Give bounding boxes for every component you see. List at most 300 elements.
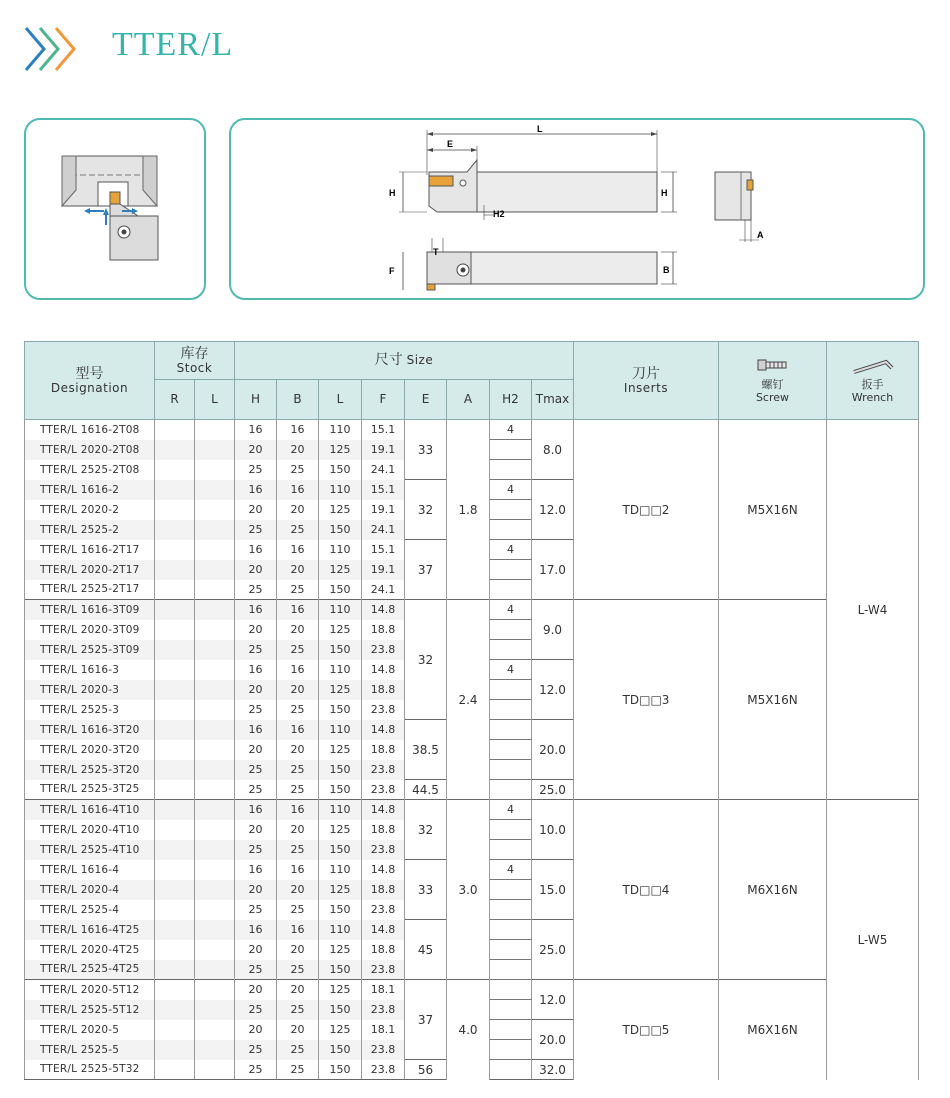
h2-cell: 4 [490, 480, 532, 500]
f-cell: 15.1 [362, 480, 405, 500]
h-cell: 20 [235, 500, 277, 520]
b-cell: 16 [277, 660, 319, 680]
dim-H2-label: H2 [493, 209, 505, 219]
b-cell: 16 [277, 420, 319, 440]
h2-cell [490, 560, 532, 580]
h2-cell [490, 960, 532, 980]
insert-cell: TD□□2 [574, 420, 719, 600]
f-cell: 23.8 [362, 840, 405, 860]
dim-B-label: B [663, 265, 670, 275]
h-cell: 20 [235, 740, 277, 760]
b-cell: 20 [277, 980, 319, 1000]
col-L-stock: L [195, 380, 235, 420]
h-cell: 16 [235, 920, 277, 940]
e-cell: 56 [405, 1060, 447, 1080]
stock-l-cell [195, 900, 235, 920]
screw-cell: M5X16N [719, 600, 827, 800]
l-cell: 150 [319, 840, 362, 860]
l-cell: 110 [319, 920, 362, 940]
l-cell: 150 [319, 760, 362, 780]
f-cell: 24.1 [362, 520, 405, 540]
stock-r-cell [155, 540, 195, 560]
l-cell: 125 [319, 680, 362, 700]
b-cell: 25 [277, 1040, 319, 1060]
f-cell: 18.1 [362, 1020, 405, 1040]
stock-r-cell [155, 520, 195, 540]
stock-r-cell [155, 680, 195, 700]
h-cell: 16 [235, 420, 277, 440]
col-L: L [319, 380, 362, 420]
h-cell: 20 [235, 680, 277, 700]
b-cell: 25 [277, 840, 319, 860]
f-cell: 23.8 [362, 960, 405, 980]
stock-r-cell [155, 960, 195, 980]
h2-cell: 4 [490, 660, 532, 680]
stock-l-cell [195, 940, 235, 960]
f-cell: 15.1 [362, 420, 405, 440]
application-diagram [26, 120, 204, 298]
spec-table [24, 341, 919, 1080]
designation-cell: TTER/L 2020-5 [25, 1020, 155, 1040]
l-cell: 150 [319, 780, 362, 800]
designation-cell: TTER/L 2525-5 [25, 1040, 155, 1060]
f-cell: 18.1 [362, 980, 405, 1000]
stock-r-cell [155, 700, 195, 720]
h-cell: 25 [235, 840, 277, 860]
col-B: B [277, 380, 319, 420]
stock-l-cell [195, 420, 235, 440]
stock-l-cell [195, 800, 235, 820]
h2-cell [490, 1020, 532, 1040]
h-cell: 25 [235, 1060, 277, 1080]
h-cell: 25 [235, 760, 277, 780]
a-cell: 4.0 [447, 980, 490, 1080]
tmax-cell: 15.0 [532, 860, 574, 920]
designation-cell: TTER/L 2525-3T09 [25, 640, 155, 660]
designation-cell: TTER/L 1616-4T10 [25, 800, 155, 820]
h2-cell [490, 640, 532, 660]
designation-cell: TTER/L 2525-5T12 [25, 1000, 155, 1020]
l-cell: 110 [319, 420, 362, 440]
tmax-cell: 17.0 [532, 540, 574, 600]
b-cell: 25 [277, 780, 319, 800]
b-cell: 16 [277, 720, 319, 740]
b-cell: 16 [277, 860, 319, 880]
h-cell: 20 [235, 940, 277, 960]
h-cell: 20 [235, 820, 277, 840]
designation-cell: TTER/L 2020-3T20 [25, 740, 155, 760]
designation-cell: TTER/L 1616-4 [25, 860, 155, 880]
b-cell: 16 [277, 540, 319, 560]
h-cell: 16 [235, 720, 277, 740]
l-cell: 125 [319, 980, 362, 1000]
stock-l-cell [195, 600, 235, 620]
b-cell: 16 [277, 480, 319, 500]
screw-cell: M6X16N [719, 980, 827, 1080]
h2-cell [490, 680, 532, 700]
chevron-logo-icon [22, 24, 84, 74]
l-cell: 110 [319, 800, 362, 820]
h2-cell [490, 1040, 532, 1060]
stock-r-cell [155, 500, 195, 520]
h2-cell [490, 500, 532, 520]
h2-cell [490, 580, 532, 600]
h-cell: 25 [235, 700, 277, 720]
e-cell: 32 [405, 600, 447, 720]
b-cell: 25 [277, 640, 319, 660]
designation-cell: TTER/L 2020-2T08 [25, 440, 155, 460]
b-cell: 20 [277, 500, 319, 520]
stock-l-cell [195, 920, 235, 940]
h-cell: 25 [235, 1000, 277, 1020]
designation-cell: TTER/L 2020-2T17 [25, 560, 155, 580]
h2-cell [490, 700, 532, 720]
insert-cell: TD□□5 [574, 980, 719, 1080]
stock-l-cell [195, 640, 235, 660]
h-cell: 25 [235, 1040, 277, 1060]
h2-cell [490, 820, 532, 840]
stock-l-cell [195, 460, 235, 480]
designation-cell: TTER/L 1616-2 [25, 480, 155, 500]
b-cell: 25 [277, 460, 319, 480]
dim-L-label: L [537, 124, 543, 134]
h2-cell [490, 740, 532, 760]
tmax-cell: 10.0 [532, 800, 574, 860]
table-row [25, 800, 919, 820]
e-cell: 37 [405, 980, 447, 1060]
h-cell: 16 [235, 480, 277, 500]
h2-cell [490, 840, 532, 860]
stock-r-cell [155, 900, 195, 920]
col-F: F [362, 380, 405, 420]
l-cell: 125 [319, 940, 362, 960]
stock-l-cell [195, 720, 235, 740]
stock-r-cell [155, 940, 195, 960]
stock-r-cell [155, 720, 195, 740]
h-cell: 25 [235, 640, 277, 660]
b-cell: 20 [277, 440, 319, 460]
h-cell: 16 [235, 860, 277, 880]
designation-header: 型号 Designation [25, 342, 155, 420]
l-cell: 110 [319, 720, 362, 740]
designation-cell: TTER/L 1616-2T17 [25, 540, 155, 560]
designation-cell: TTER/L 2525-3 [25, 700, 155, 720]
h-cell: 20 [235, 980, 277, 1000]
a-cell: 2.4 [447, 600, 490, 800]
b-cell: 25 [277, 520, 319, 540]
stock-r-cell [155, 740, 195, 760]
f-cell: 24.1 [362, 460, 405, 480]
stock-l-cell [195, 760, 235, 780]
dim-T-label: T [433, 247, 439, 257]
h-cell: 25 [235, 580, 277, 600]
tmax-cell: 12.0 [532, 660, 574, 720]
h2-cell [490, 920, 532, 940]
l-cell: 125 [319, 560, 362, 580]
stock-l-cell [195, 840, 235, 860]
h2-cell: 4 [490, 540, 532, 560]
h-cell: 20 [235, 1020, 277, 1040]
stock-r-cell [155, 880, 195, 900]
l-cell: 125 [319, 740, 362, 760]
stock-r-cell [155, 480, 195, 500]
designation-cell: TTER/L 2020-4T10 [25, 820, 155, 840]
h2-cell [490, 760, 532, 780]
h2-cell: 4 [490, 600, 532, 620]
f-cell: 23.8 [362, 1060, 405, 1080]
f-cell: 23.8 [362, 640, 405, 660]
l-cell: 110 [319, 660, 362, 680]
designation-cell: TTER/L 2020-4 [25, 880, 155, 900]
h2-cell [490, 900, 532, 920]
designation-cell: TTER/L 2020-4T25 [25, 940, 155, 960]
table-row [25, 600, 919, 620]
designation-cell: TTER/L 2525-2T17 [25, 580, 155, 600]
b-cell: 25 [277, 1060, 319, 1080]
l-cell: 150 [319, 960, 362, 980]
tmax-cell: 9.0 [532, 600, 574, 660]
stock-r-cell [155, 640, 195, 660]
stock-l-cell [195, 440, 235, 460]
h2-cell: 4 [490, 420, 532, 440]
h2-cell [490, 520, 532, 540]
b-cell: 25 [277, 700, 319, 720]
tmax-cell: 12.0 [532, 980, 574, 1020]
tmax-cell: 8.0 [532, 420, 574, 480]
dimension-drawing-box [229, 118, 925, 300]
f-cell: 14.8 [362, 920, 405, 940]
stock-l-cell [195, 580, 235, 600]
designation-cell: TTER/L 2020-2 [25, 500, 155, 520]
designation-cell: TTER/L 2525-3T20 [25, 760, 155, 780]
l-cell: 125 [319, 880, 362, 900]
inserts-header: 刀片 Inserts [574, 342, 719, 420]
dim-A-label: A [757, 230, 764, 240]
f-cell: 23.8 [362, 780, 405, 800]
col-Tmax: Tmax [532, 380, 574, 420]
b-cell: 20 [277, 1020, 319, 1040]
h2-cell [490, 1000, 532, 1020]
dim-E-label: E [447, 139, 454, 149]
screw-icon [756, 356, 790, 374]
f-cell: 23.8 [362, 760, 405, 780]
stock-r-cell [155, 620, 195, 640]
stock-r-cell [155, 420, 195, 440]
h-cell: 20 [235, 620, 277, 640]
f-cell: 19.1 [362, 500, 405, 520]
insert-cell: TD□□3 [574, 600, 719, 800]
f-cell: 18.8 [362, 940, 405, 960]
tmax-cell: 12.0 [532, 480, 574, 540]
stock-l-cell [195, 1040, 235, 1060]
e-cell: 32 [405, 800, 447, 860]
l-cell: 110 [319, 540, 362, 560]
designation-cell: TTER/L 1616-3 [25, 660, 155, 680]
stock-l-cell [195, 620, 235, 640]
b-cell: 20 [277, 940, 319, 960]
stock-r-cell [155, 560, 195, 580]
wrench-icon [852, 356, 894, 374]
designation-cell: TTER/L 2525-4T10 [25, 840, 155, 860]
stock-l-cell [195, 740, 235, 760]
designation-cell: TTER/L 2020-3 [25, 680, 155, 700]
l-cell: 150 [319, 1000, 362, 1020]
h-cell: 25 [235, 780, 277, 800]
h2-cell [490, 880, 532, 900]
stock-l-cell [195, 500, 235, 520]
b-cell: 20 [277, 740, 319, 760]
table-row [25, 980, 919, 1000]
f-cell: 18.8 [362, 740, 405, 760]
f-cell: 14.8 [362, 860, 405, 880]
size-header: 尺寸 Size [235, 342, 574, 380]
l-cell: 150 [319, 520, 362, 540]
stock-l-cell [195, 680, 235, 700]
e-cell: 45 [405, 920, 447, 980]
b-cell: 20 [277, 680, 319, 700]
b-cell: 20 [277, 620, 319, 640]
designation-cell: TTER/L 2525-3T25 [25, 780, 155, 800]
stock-l-cell [195, 540, 235, 560]
stock-l-cell [195, 520, 235, 540]
stock-header: 库存 Stock [155, 342, 235, 380]
stock-l-cell [195, 780, 235, 800]
designation-cell: TTER/L 2525-5T32 [25, 1060, 155, 1080]
stock-r-cell [155, 800, 195, 820]
l-cell: 110 [319, 860, 362, 880]
b-cell: 20 [277, 880, 319, 900]
e-cell: 32 [405, 480, 447, 540]
b-cell: 16 [277, 920, 319, 940]
h-cell: 25 [235, 460, 277, 480]
f-cell: 18.8 [362, 620, 405, 640]
stock-r-cell [155, 920, 195, 940]
h2-cell [490, 440, 532, 460]
dim-F-label: F [389, 266, 395, 276]
wrench-cell: L-W5 [827, 800, 919, 1080]
h2-cell [490, 620, 532, 640]
stock-r-cell [155, 1040, 195, 1060]
stock-r-cell [155, 980, 195, 1000]
h-cell: 25 [235, 900, 277, 920]
designation-cell: TTER/L 1616-3T09 [25, 600, 155, 620]
stock-r-cell [155, 1000, 195, 1020]
l-cell: 150 [319, 460, 362, 480]
h-cell: 16 [235, 600, 277, 620]
f-cell: 24.1 [362, 580, 405, 600]
f-cell: 14.8 [362, 600, 405, 620]
stock-r-cell [155, 440, 195, 460]
a-cell: 3.0 [447, 800, 490, 980]
f-cell: 14.8 [362, 660, 405, 680]
stock-l-cell [195, 980, 235, 1000]
b-cell: 25 [277, 580, 319, 600]
h-cell: 16 [235, 540, 277, 560]
stock-l-cell [195, 1020, 235, 1040]
tmax-cell: 32.0 [532, 1060, 574, 1080]
tmax-cell: 20.0 [532, 1020, 574, 1060]
tmax-cell: 25.0 [532, 920, 574, 980]
f-cell: 19.1 [362, 560, 405, 580]
f-cell: 14.8 [362, 720, 405, 740]
stock-l-cell [195, 820, 235, 840]
stock-r-cell [155, 820, 195, 840]
l-cell: 110 [319, 480, 362, 500]
l-cell: 150 [319, 1040, 362, 1060]
stock-r-cell [155, 660, 195, 680]
l-cell: 125 [319, 440, 362, 460]
designation-cell: TTER/L 1616-2T08 [25, 420, 155, 440]
designation-cell: TTER/L 2525-2 [25, 520, 155, 540]
stock-l-cell [195, 700, 235, 720]
table-row [25, 420, 919, 440]
col-H2: H2 [490, 380, 532, 420]
wrench-cell: L-W4 [827, 420, 919, 800]
h-cell: 16 [235, 800, 277, 820]
h2-cell [490, 720, 532, 740]
tmax-cell: 20.0 [532, 720, 574, 780]
stock-l-cell [195, 880, 235, 900]
h-cell: 25 [235, 520, 277, 540]
l-cell: 150 [319, 900, 362, 920]
stock-r-cell [155, 760, 195, 780]
h2-cell: 4 [490, 800, 532, 820]
dimension-drawing [231, 120, 923, 298]
f-cell: 19.1 [362, 440, 405, 460]
stock-l-cell [195, 1060, 235, 1080]
designation-cell: TTER/L 2525-4T25 [25, 960, 155, 980]
b-cell: 16 [277, 800, 319, 820]
f-cell: 18.8 [362, 880, 405, 900]
stock-l-cell [195, 660, 235, 680]
l-cell: 125 [319, 620, 362, 640]
f-cell: 23.8 [362, 1000, 405, 1020]
f-cell: 23.8 [362, 900, 405, 920]
stock-l-cell [195, 480, 235, 500]
page-title: TTER/L [112, 26, 234, 63]
h-cell: 20 [235, 880, 277, 900]
b-cell: 20 [277, 820, 319, 840]
stock-r-cell [155, 600, 195, 620]
stock-r-cell [155, 780, 195, 800]
h-cell: 20 [235, 440, 277, 460]
f-cell: 15.1 [362, 540, 405, 560]
stock-l-cell [195, 1000, 235, 1020]
h2-cell [490, 780, 532, 800]
col-A: A [447, 380, 490, 420]
l-cell: 150 [319, 640, 362, 660]
screw-header: 螺钉 Screw [719, 342, 827, 420]
b-cell: 25 [277, 900, 319, 920]
spec-table-body [25, 420, 919, 1080]
dim-H-left-label: H [389, 188, 396, 198]
insert-cell: TD□□4 [574, 800, 719, 980]
stock-r-cell [155, 1060, 195, 1080]
tmax-cell: 25.0 [532, 780, 574, 800]
designation-cell: TTER/L 2525-4 [25, 900, 155, 920]
l-cell: 150 [319, 1060, 362, 1080]
h2-cell [490, 1060, 532, 1080]
designation-cell: TTER/L 2020-5T12 [25, 980, 155, 1000]
designation-cell: TTER/L 2525-2T08 [25, 460, 155, 480]
e-cell: 38.5 [405, 720, 447, 780]
dim-H-right-label: H [661, 188, 668, 198]
e-cell: 44.5 [405, 780, 447, 800]
l-cell: 125 [319, 820, 362, 840]
designation-cell: TTER/L 2020-3T09 [25, 620, 155, 640]
f-cell: 18.8 [362, 820, 405, 840]
designation-cell: TTER/L 1616-3T20 [25, 720, 155, 740]
